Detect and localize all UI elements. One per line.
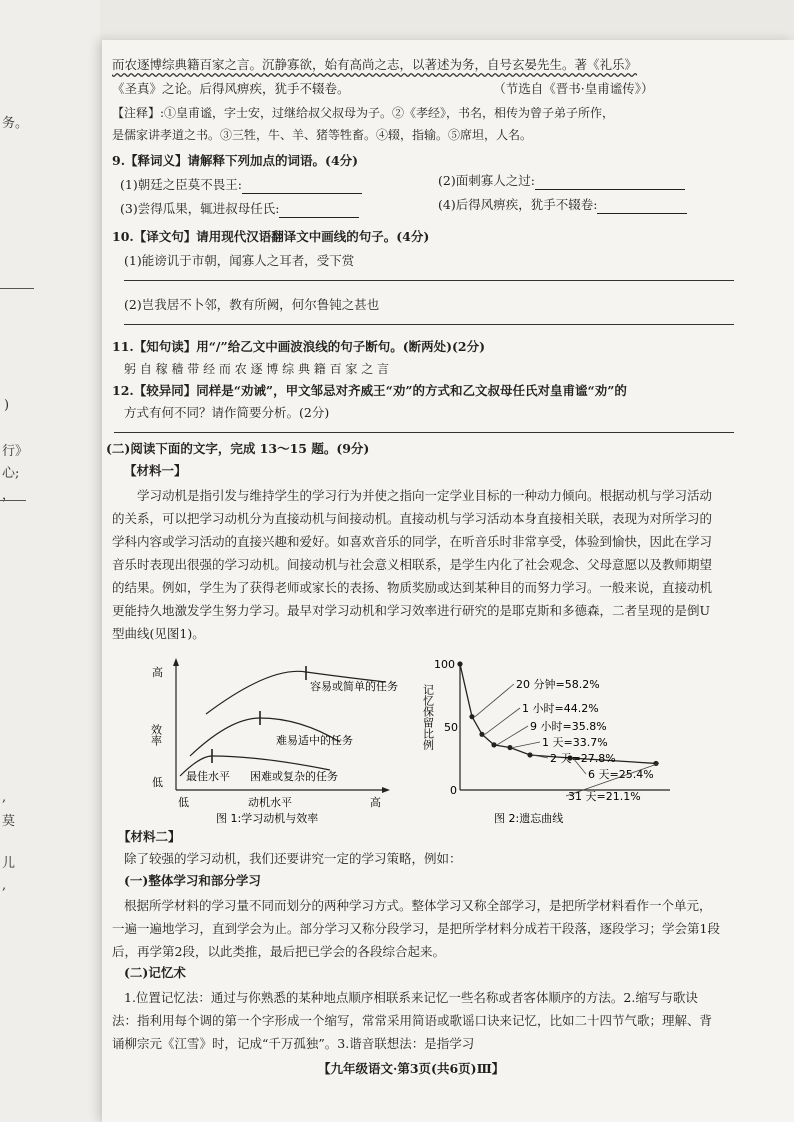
material-2-heading-2: (二)记忆术 <box>124 965 186 980</box>
material-1-paragraph: 学习动机是指引发与维持学生的学习行为并使之指向一定学业目标的一种动力倾向。根据动机与学习活动的关系，可以把学习动机分为直接动机与间接动机。直接动机与学习活动本身直接相关联，表现为对所学习的学科内容或学习活动的直接兴趣和爱好。如喜欢音乐的同学，在听音乐时非常享受，体验到愉快，因此在学习音乐时表现出很强的学习动机。间接动机与社会意义相联系，是学生内化了社会观念、父母意愿以及教师期望的结果。例如，学生为了获得老师或家长的表扬、物质奖励或达到某种目的而努力学习。一般来说，直接动机更能持久地激发学生努力学习。最早对学习动机和学习效率进行研究的是耶克斯和多德森，二者呈现的是倒U型曲线(见图1)。 <box>112 488 713 641</box>
fig2-data-point <box>457 661 462 666</box>
passage-line <box>112 80 654 98</box>
figure-1-svg <box>150 656 410 826</box>
question-12-cont: 方式有何不同？请作简要分析。(2分) <box>124 405 330 420</box>
fig2-y-tick-50: 50 <box>444 721 458 734</box>
q10-answer-line-2[interactable] <box>124 324 734 325</box>
fig1-x-low-tick: 低 <box>178 796 189 809</box>
margin-fragment: ， <box>2 488 16 503</box>
fig2-label-leader <box>497 726 528 745</box>
material-2-paragraph-1: 根据所学材料的学习量不同而划分的两种学习方式。整体学习又称全部学习，是把所学材料看作一个单元，一遍一遍地学习，直到学会为止。部分学习又称分段学习，是把所学材料分成若干段落，逐段学习；学会第1段后，再学第2段，以此类推，最后把已学会的各段综合起来。 <box>112 898 720 959</box>
q9-answer-blank[interactable] <box>279 217 359 218</box>
q9-item-4 <box>438 196 687 214</box>
q9-item-2-text: (2)面刺寡人之过: <box>438 173 535 188</box>
fig2-label-leader <box>485 708 520 734</box>
passage-text: 《圣真》之论。后得风痹疾，犹手不辍卷。 <box>112 81 350 96</box>
fig2-data-label: 1 小时=44.2% <box>522 702 599 715</box>
fig2-label-leader <box>475 684 514 717</box>
q12-answer-line[interactable] <box>114 432 734 433</box>
fig2-y-tick-0: 0 <box>450 784 457 797</box>
fig1-series-medium-label: 难易适中的任务 <box>276 734 353 747</box>
q10-answer-line-1[interactable] <box>124 280 734 281</box>
fig2-data-point <box>491 742 496 747</box>
q9-item-1 <box>120 176 362 194</box>
q9-item-2 <box>438 172 685 190</box>
fig1-series-easy-label: 容易或简单的任务 <box>310 680 398 693</box>
fig1-x-arrow <box>382 787 390 793</box>
q10-item-1: (1)能谤讥于市朝，闻寡人之耳者，受下赏 <box>124 253 355 268</box>
passage-line <box>112 56 637 74</box>
question-11: 11.【知句读】用“/”给乙文中画波浪线的句子断句。(断两处)(2分) <box>112 339 486 354</box>
fig2-caption: 图 2:遗忘曲线 <box>494 812 564 825</box>
margin-fragment: 儿 <box>2 856 16 871</box>
figure-2-svg <box>420 654 680 826</box>
material-1-title: 【材料一】 <box>124 463 187 478</box>
fig1-y-arrow <box>173 658 179 666</box>
material-2-title: 【材料二】 <box>118 829 181 844</box>
q9-item-3-text: (3)尝得瓜果，辄进叔母任氏: <box>120 201 280 216</box>
fig1-y-low-tick: 低 <box>152 776 163 789</box>
source-note: （节选自《晋书·皇甫谧传》） <box>499 81 654 96</box>
margin-fragment: 莫 <box>2 814 16 829</box>
material-2-heading-1: (一)整体学习和部分学习 <box>124 873 261 888</box>
figure-2 <box>420 654 680 826</box>
fig2-data-point <box>469 714 474 719</box>
fig2-data-label: 2 天=27.8% <box>550 752 616 765</box>
fig2-data-point <box>479 732 484 737</box>
q11-sentence: 躬 自 稼 穑 带 经 而 农 逐 博 综 典 籍 百 家 之 言 <box>124 362 390 376</box>
fig2-data-point <box>507 745 512 750</box>
q10-item-2: (2)岂我居不卜邻，教有所阙，何尔鲁钝之甚也 <box>124 297 380 312</box>
material-2-paragraph-2: 1.位置记忆法：通过与你熟悉的某种地点顺序相联系来记忆一些名称或者客体顺序的方法。2.缩写与歌诀法：指利用每个调的第一个字形成一个缩写，常常采用简语或歌谣口诀来记忆，比如二十四节气歌；理解、背诵柳宗元《江雪》时，记成“千万孤独”。3.谐音联想法：是指学习 <box>112 990 713 1051</box>
fig2-data-label: 31 天=21.1% <box>568 790 641 803</box>
margin-answer-line <box>0 288 34 289</box>
margin-fragment: , <box>2 878 7 893</box>
previous-page-margin <box>0 0 100 1122</box>
question-12: 12.【较异同】同样是“劝诫”，甲文邹忌对齐威王“劝”的方式和乙文叔母任氏对皇甫谧“劝”的 <box>112 383 627 398</box>
fig2-data-label: 6 天=25.4% <box>588 768 654 781</box>
fig1-series-hard-label: 困难或复杂的任务 <box>250 770 338 783</box>
fig2-data-label: 9 小时=35.8% <box>530 720 607 733</box>
fig2-y-label: 记忆保留比例 <box>421 684 435 750</box>
q9-answer-blank[interactable] <box>242 193 362 194</box>
question-9: 9.【释词义】请解释下列加点的词语。(4分) <box>112 153 359 168</box>
fig2-data-label: 20 分钟=58.2% <box>516 678 600 691</box>
fig2-data-label: 1 天=33.7% <box>542 736 608 749</box>
fig1-caption: 图 1:学习动机与效率 <box>216 812 319 825</box>
annotation-line: 【注释】:①皇甫谧，字士安，过继给叔父叔母为子。②《孝经》，书名，相传为曾子弟子所作， <box>112 106 615 120</box>
fig2-data-point <box>527 752 532 757</box>
margin-fragment: 务。 <box>2 116 29 131</box>
margin-fragment: , <box>2 790 7 805</box>
question-10: 10.【译文句】请用现代汉语翻译文中画线的句子。(4分) <box>112 229 430 244</box>
page-footer: 【九年级语文·第3页(共6页)Ⅲ】 <box>318 1061 505 1076</box>
q9-item-3 <box>120 200 359 218</box>
fig1-y-label: 效率 <box>150 724 163 746</box>
q9-answer-blank[interactable] <box>535 189 685 190</box>
fig2-label-leader <box>513 742 540 748</box>
margin-fragment: 行》 <box>2 444 29 459</box>
passage-text: 而农逐博综典籍百家之言。沉静寡欲，始有高尚之志，以著述为务，自号玄晏先生。著《礼乐》 <box>112 57 638 72</box>
figure-1 <box>150 656 410 826</box>
fig2-y-tick-100: 100 <box>434 658 455 671</box>
fig1-x-label: 动机水平 <box>248 796 292 809</box>
margin-answer-line <box>0 500 26 501</box>
q9-item-1-text: (1)朝廷之臣莫不畏王: <box>120 177 242 192</box>
margin-fragment: 心; <box>2 466 20 481</box>
section-2-title: (二)阅读下面的文字，完成 13～15 题。(9分) <box>106 441 370 456</box>
fig1-x-high-tick: 高 <box>370 796 381 809</box>
annotation-line: 是儒家讲孝道之书。③三牲，牛、羊、猪等牲畜。④辍，指输。⑤席坦，人名。 <box>112 128 533 142</box>
fig1-optimum-annotation: 最佳水平 <box>186 770 230 783</box>
q9-item-4-text: (4)后得风痹疾，犹手不辍卷: <box>438 197 598 212</box>
fig1-y-high-tick: 高 <box>152 666 163 679</box>
margin-fragment: ) <box>4 398 10 413</box>
q9-answer-blank[interactable] <box>597 213 687 214</box>
material-2-intro: 除了较强的学习动机，我们还要讲究一定的学习策略，例如： <box>124 851 462 866</box>
